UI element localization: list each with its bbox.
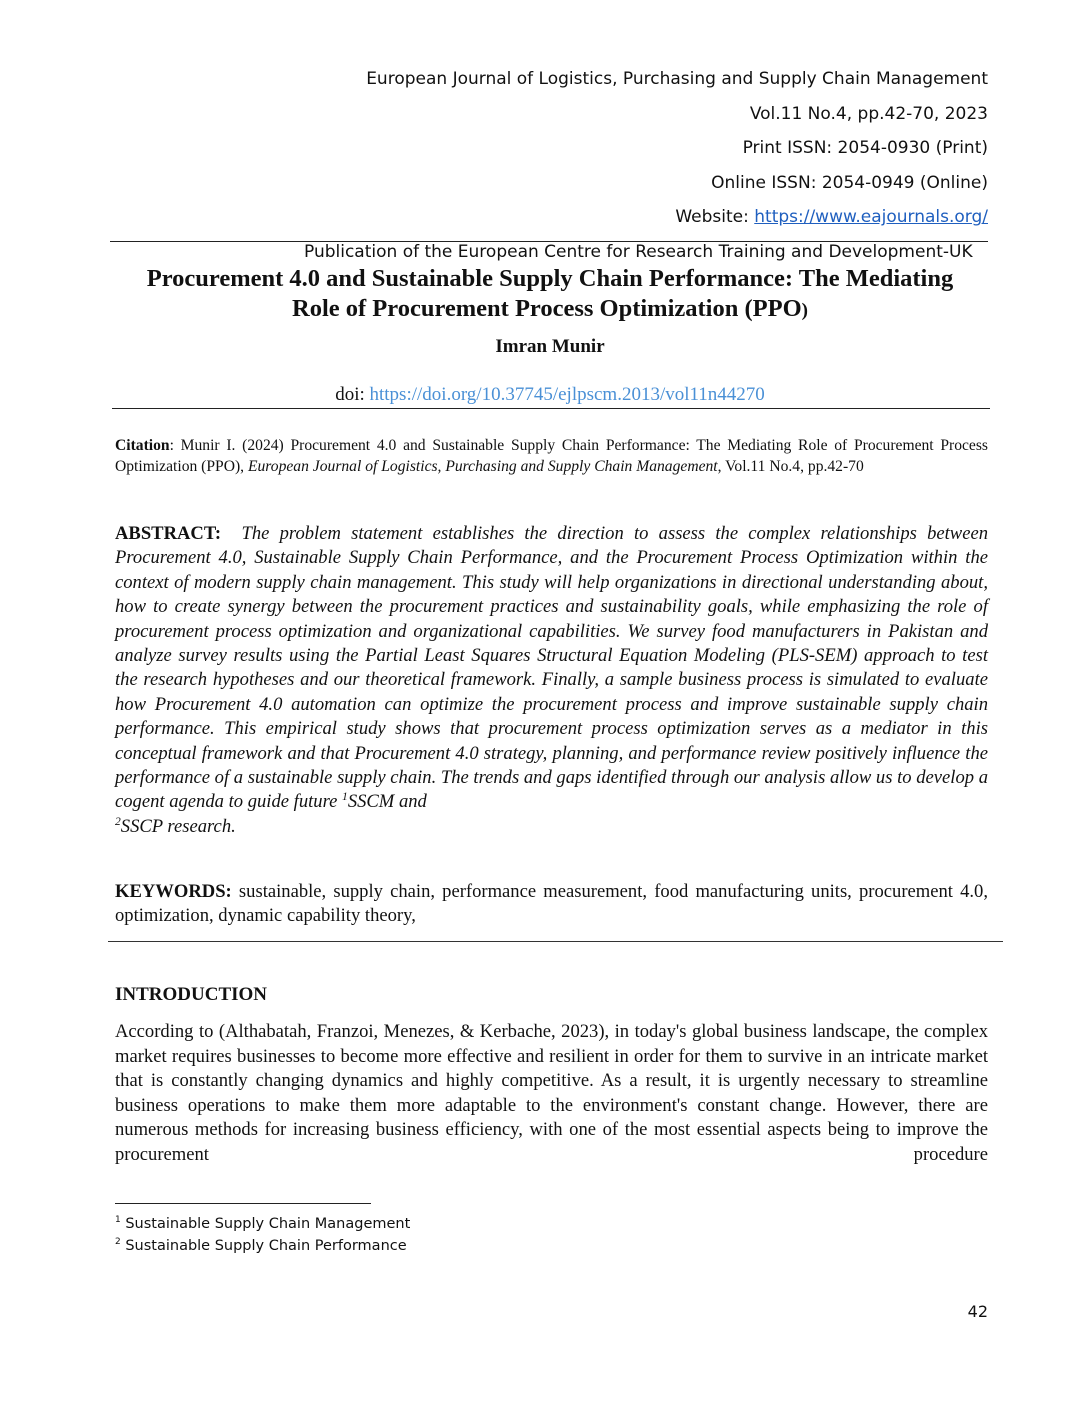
doi-link[interactable]: https://doi.org/10.37745/ejlpscm.2013/vol11n44270	[369, 384, 765, 405]
abstract-label: ABSTRACT:	[115, 523, 222, 544]
abstract-text: The problem statement establishes the direction to assess the complex relationships between Procurement 4.0, Sustainable Supply Chain Performance, and the Procurement Process Optimization within the context of modern supply chain management. This study will help organizations in directional understanding about, how to create synergy between the procurement practices and sustainability goals, while emphasizing the role of procurement process optimization and organizational capabilities. We survey food manufacturers in Pakistan and analyze survey results using the Partial Least Squares Structural Equation Modeling (PLS-SEM) approach to test the research hypotheses and our theoretical framework. Finally, a sample business process is simulated to evaluate how Procurement 4.0 automation can optimize the procurement process and improve sustainable supply chain performance. This empirical study shows that procurement process optimization serves as a mediator in this conceptual framework and that Procurement 4.0 strategy, planning, and performance review positively influence the performance of a sustainable supply chain. The trends and gaps identified through our analysis allow us to develop a cogent agenda to guide future	[115, 523, 989, 813]
title-line-2-suffix: )	[801, 300, 808, 321]
footnote-ref-1[interactable]: 1	[342, 791, 348, 804]
introduction-heading: INTRODUCTION	[115, 984, 268, 1005]
keywords-text: sustainable, supply chain, performance measurement, food manufacturing units, procurement 4.0, optimization, dynamic capability theory,	[115, 881, 989, 927]
keywords-label: KEYWORDS:	[115, 881, 232, 902]
doi-label: doi:	[335, 384, 370, 405]
online-issn: Online ISSN: 2054-0949 (Online)	[711, 172, 988, 193]
doi-divider	[112, 408, 990, 409]
website-label: Website:	[675, 207, 755, 228]
citation	[115, 436, 988, 477]
citation-volume: , Vol.11 No.4, pp.42-70	[717, 457, 864, 475]
footnote-2-number: 2	[115, 1236, 121, 1247]
title-line-2-text: Role of Procurement Process Optimization (PPO	[292, 295, 802, 322]
print-issn: Print ISSN: 2054-0930 (Print)	[742, 138, 988, 159]
abstract-body	[115, 523, 988, 837]
introduction-body: According to (Althabatah, Franzoi, Menezes, & Kerbache, 2023), in today's global business landscape, the complex market requires businesses to become more effective and resilient in order for them to survive in an intricate market that is constantly changing dynamics and highly competitive. As a result, it is urgently necessary to streamline business operations to make them more adaptable to the environment's constant change. However, there are numerous methods for increasing business efficiency, with one of the most essential aspects being to improve the procurement procedure	[115, 1021, 988, 1165]
citation-journal: European Journal of Logistics, Purchasing and Supply Chain Management	[247, 457, 718, 475]
abstract	[115, 522, 988, 839]
publisher-line: Publication of the European Centre for Research Training and Development-UK	[304, 242, 973, 262]
journal-name: European Journal of Logistics, Purchasing and Supply Chain Management	[366, 69, 988, 89]
title-line-1: Procurement 4.0 and Sustainable Supply Chain Performance: The Mediating	[146, 265, 954, 292]
footnote-ref-2[interactable]: 2	[115, 815, 121, 828]
abstract-term-1: SSCM and	[347, 791, 427, 813]
page-number: 42	[967, 1302, 988, 1321]
journal-header	[300, 62, 988, 235]
abstract-term-2: SSCP research.	[120, 815, 236, 837]
website-line	[300, 200, 988, 235]
doi-line	[110, 384, 990, 406]
author-name: Imran Munir	[495, 336, 605, 357]
footnote-1	[115, 1214, 410, 1236]
title-line-2	[110, 294, 990, 326]
website-link[interactable]: https://www.eajournals.org/	[754, 207, 988, 228]
footnote-divider	[115, 1203, 371, 1204]
footnotes	[115, 1214, 410, 1257]
footnote-2-text: Sustainable Supply Chain Performance	[125, 1237, 407, 1254]
footnote-1-text: Sustainable Supply Chain Management	[125, 1216, 411, 1232]
keywords	[115, 880, 988, 929]
footnote-1-number: 1	[115, 1215, 121, 1226]
citation-label: Citation	[115, 437, 170, 454]
section-divider	[108, 941, 1003, 942]
volume-info: Vol.11 No.4, pp.42-70, 2023	[749, 103, 988, 124]
paper-title	[110, 264, 990, 326]
footnote-2	[115, 1236, 410, 1258]
citation-text: : Munir I. (2024) Procurement 4.0 and Sustainable Supply Chain Performance: The Mediating Role of Procurement Process Optimization (PPO),	[115, 437, 988, 475]
